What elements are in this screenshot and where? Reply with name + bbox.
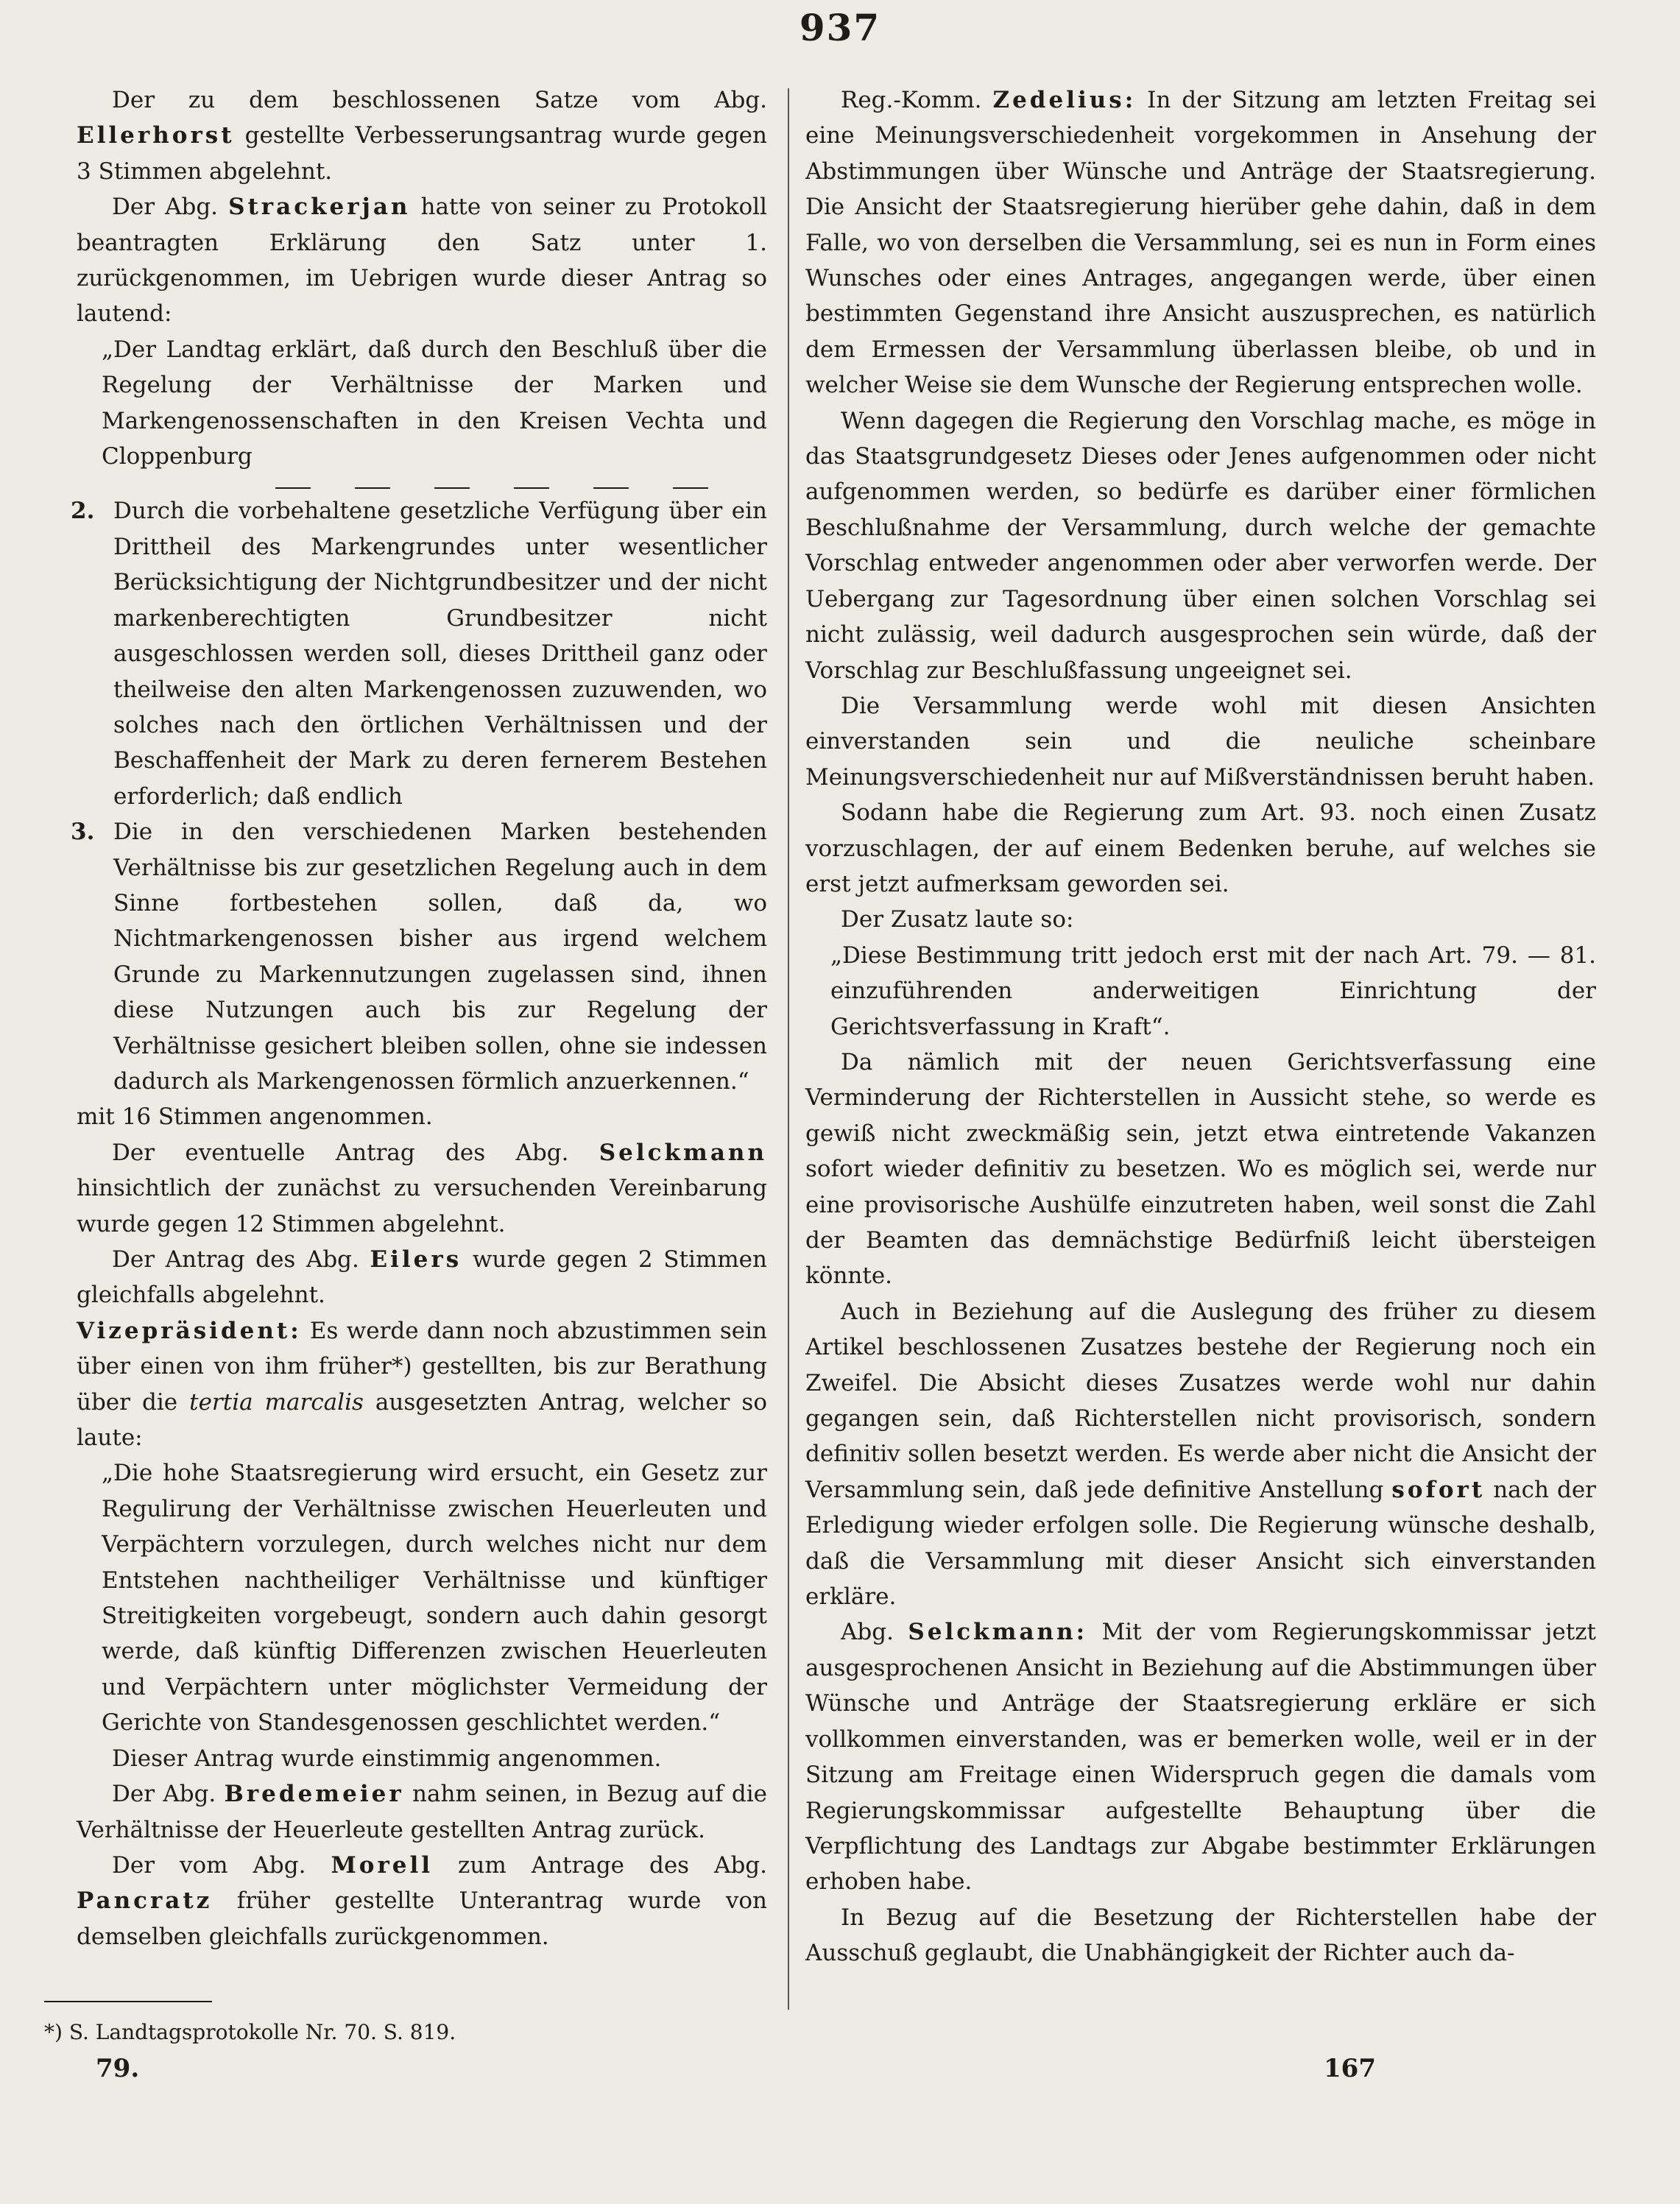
quotation: „Die hohe Staatsregierung wird ersucht, ein Gesetz zur Regulirung der Verhältnisse zwischen Heuerleuten und Verpächtern vorzulegen, durch welches nicht nur dem Entstehen nachtheiliger Verhältnisse und künftiger Streitigkeiten vorgebeugt, sondern auch dahin gesorgt werde, daß künftig Differenzen zwischen Heuerleuten und Verpächtern unter möglichster Vermeidung der Gerichte von Standesgenossen geschlichtet werden.“ bbox=[102, 1460, 767, 1737]
paragraph: mit 16 Stimmen angenommen. bbox=[77, 1103, 433, 1131]
paragraph: Der zu dem beschlossenen Satze vom Abg. Ellerhorst gestellte Verbesserungsantrag wurde gegen 3 Stimmen abgelehnt. bbox=[77, 87, 767, 185]
page-number: 937 bbox=[799, 6, 881, 49]
footnote-rule bbox=[44, 2001, 212, 2002]
paragraph: In Bezug auf die Besetzung der Richterstellen habe der Ausschuß geglaubt, die Unabhängigkeit der Richter auch da- bbox=[805, 1904, 1596, 1967]
paragraph: Der eventuelle Antrag des Abg. Selckmann hinsichtlich der zunächst zu versuchenden Vereinbarung wurde gegen 12 Stimmen abgelehnt. bbox=[77, 1139, 767, 1237]
paragraph: Reg.-Komm. Zedelius: In der Sitzung am letzten Freitag sei eine Meinungsverschiedenheit vorgekommen in Ansehung der Abstimmungen über Wünsche und Anträge der Staatsregierung. Die Ansicht der Staatsregierung hierüber gehe dahin, daß in dem Falle, wo von derselben die Versammlung, sei es nun in Form eines Wunsches oder eines Antrages, angegangen werde, über einen bestimmten Gegenstand ihre Ansicht auszusprechen, es natürlich dem Ermessen der Versammlung überlassen bleibe, ob und in welcher Weise sie dem Wunsche der Regierung entsprechen wolle. bbox=[805, 87, 1596, 399]
paragraph: Der vom Abg. Morell zum Antrage des Abg. Pancratz früher gestellte Unterantrag wurde von demselben gleichfalls zurückgenommen. bbox=[77, 1851, 767, 1950]
right-column bbox=[805, 82, 1596, 1971]
paragraph: Der Abg. Bredemeier nahm seinen, in Bezug auf die Verhältnisse der Heuerleute gestellten Antrag zurück. bbox=[77, 1781, 767, 1843]
paragraph: Der Abg. Strackerjan hatte von seiner zu Protokoll beantragten Erklärung den Satz unter 1. zurückgenommen, im Uebrigen wurde dieser Antrag so lautend: bbox=[77, 194, 767, 328]
footnote: *) S. Landtagsprotokolle Nr. 70. S. 819. bbox=[44, 2020, 456, 2044]
paragraph: Der Antrag des Abg. Eilers wurde gegen 2 Stimmen gleichfalls abgelehnt. bbox=[77, 1246, 767, 1309]
list-item: 2. Durch die vorbehaltene gesetzliche Verfügung über ein Drittheil des Markengrundes unter wesentlicher Berücksichtigung der Nichtgrundbesitzer und der nicht markenberechtigten Grundbesitzer nicht ausgeschlossen werden soll, dieses Drittheil ganz oder theilweise den alten Markengenossen zuzuwenden, wo solches nach den örtlichen Verhältnissen und der Beschaffenheit der Mark zu deren fernerem Bestehen erforderlich; daß endlich bbox=[71, 498, 767, 810]
list-item: 3. Die in den verschiedenen Marken bestehenden Verhältnisse bis zur gesetzlichen Regelung auch in dem Sinne fortbestehen sollen, daß da, wo Nichtmarkengenossen bisher aus irgend welchem Grunde zu Markennutzungen zugelassen sind, ihnen diese Nutzungen auch bis zur Regelung der Verhältnisse gesichert bleiben sollen, ohne sie indessen dadurch als Markengenossen förmlich anzuerkennen.“ bbox=[71, 819, 767, 1095]
signature-mark-right: 167 bbox=[1324, 2054, 1376, 2083]
quotation: „Der Landtag erklärt, daß durch den Beschluß über die Regelung der Verhältnisse der Marken und Markengenossenschaften in den Kreisen Vechta und Cloppenburg bbox=[102, 336, 767, 470]
paragraph: Die Versammlung werde wohl mit diesen Ansichten einverstanden sein und die neuliche scheinbare Meinungsverschiedenheit nur auf Mißverständnissen beruht haben. bbox=[805, 692, 1596, 791]
paragraph: Abg. Selckmann: Mit der vom Regierungskommissar jetzt ausgesprochenen Ansicht in Beziehung auf die Abstimmungen über Wünsche und Anträge der Staatsregierung erkläre er sich vollkommen einverstanden, was er bemerken wolle, weil er in der Sitzung am Freitage einen Widerspruch gegen die damals vom Regierungskommissar aufgestellte Behauptung über die Verpflichtung des Landtags zur Abgabe bestimmter Erklärungen erhoben habe. bbox=[805, 1619, 1596, 1896]
column-divider bbox=[788, 88, 789, 2010]
paragraph: Auch in Beziehung auf die Auslegung des früher zu diesem Artikel beschlossenen Zusatzes bestehe der Regierung noch ein Zweifel. Die Absicht dieses Zusatzes werde wohl nur dahin gegangen sein, daß Richterstellen nicht provisorisch, sondern definitiv sollen besetzt werden. Es werde aber nicht die Ansicht der Versammlung sein, daß jede definitive Anstellung sofort nach der Erledigung wieder erfolgen solle. Die Regierung wünsche deshalb, daß die Versammlung mit dieser Ansicht sich einverstanden erkläre. bbox=[805, 1298, 1596, 1611]
paragraph: Da nämlich mit der neuen Gerichtsverfassung eine Verminderung der Richterstellen in Aussicht stehe, so werde es gewiß nicht zweckmäßig sein, jetzt etwa eintretende Vakanzen sofort wieder definitiv zu besetzen. Wo es möglich sei, werde nur eine provisorische Aushülfe einzutreten haben, weil sonst die Zahl der Beamten das demnächstige Bedürfniß leicht übersteigen könnte. bbox=[805, 1048, 1596, 1290]
quotation: „Diese Bestimmung tritt jedoch erst mit der nach Art. 79. — 81. einzuführenden anderweitigen Einrichtung der Gerichtsverfassung in Kraft“. bbox=[830, 942, 1596, 1040]
paragraph: Wenn dagegen die Regierung den Vorschlag mache, es möge in das Staatsgrundgesetz Dieses oder Jenes aufgenommen oder nicht aufgenommen werden, so bedürfe es darüber einer förmlichen Beschlußnahme der Versammlung, durch welche der gemachte Vorschlag entweder angenommen oder aber verworfen werde. Der Uebergang zur Tagesordnung über einen solchen Vorschlag sei nicht zulässig, weil dadurch ausgesprochen sein würde, daß der Vorschlag zur Beschlußfassung ungeeignet sei. bbox=[805, 407, 1596, 684]
paragraph: Der Zusatz laute so: bbox=[841, 906, 1074, 933]
paragraph: Vizepräsident: Es werde dann noch abzustimmen sein über einen von ihm früher*) gestellten, bis zur Berathung über die tertia marcalis ausgesetzten Antrag, welcher so laute: bbox=[77, 1317, 768, 1452]
left-column bbox=[71, 82, 768, 1954]
omission-dashes bbox=[77, 474, 767, 489]
signature-mark-left: 79. bbox=[96, 2054, 140, 2083]
paragraph: Dieser Antrag wurde einstimmig angenommen. bbox=[112, 1745, 662, 1772]
paragraph: Sodann habe die Regierung zum Art. 93. noch einen Zusatz vorzuschlagen, der auf einem Bedenken beruhe, auf welches sie erst jetzt aufmerksam geworden sei. bbox=[805, 799, 1596, 897]
